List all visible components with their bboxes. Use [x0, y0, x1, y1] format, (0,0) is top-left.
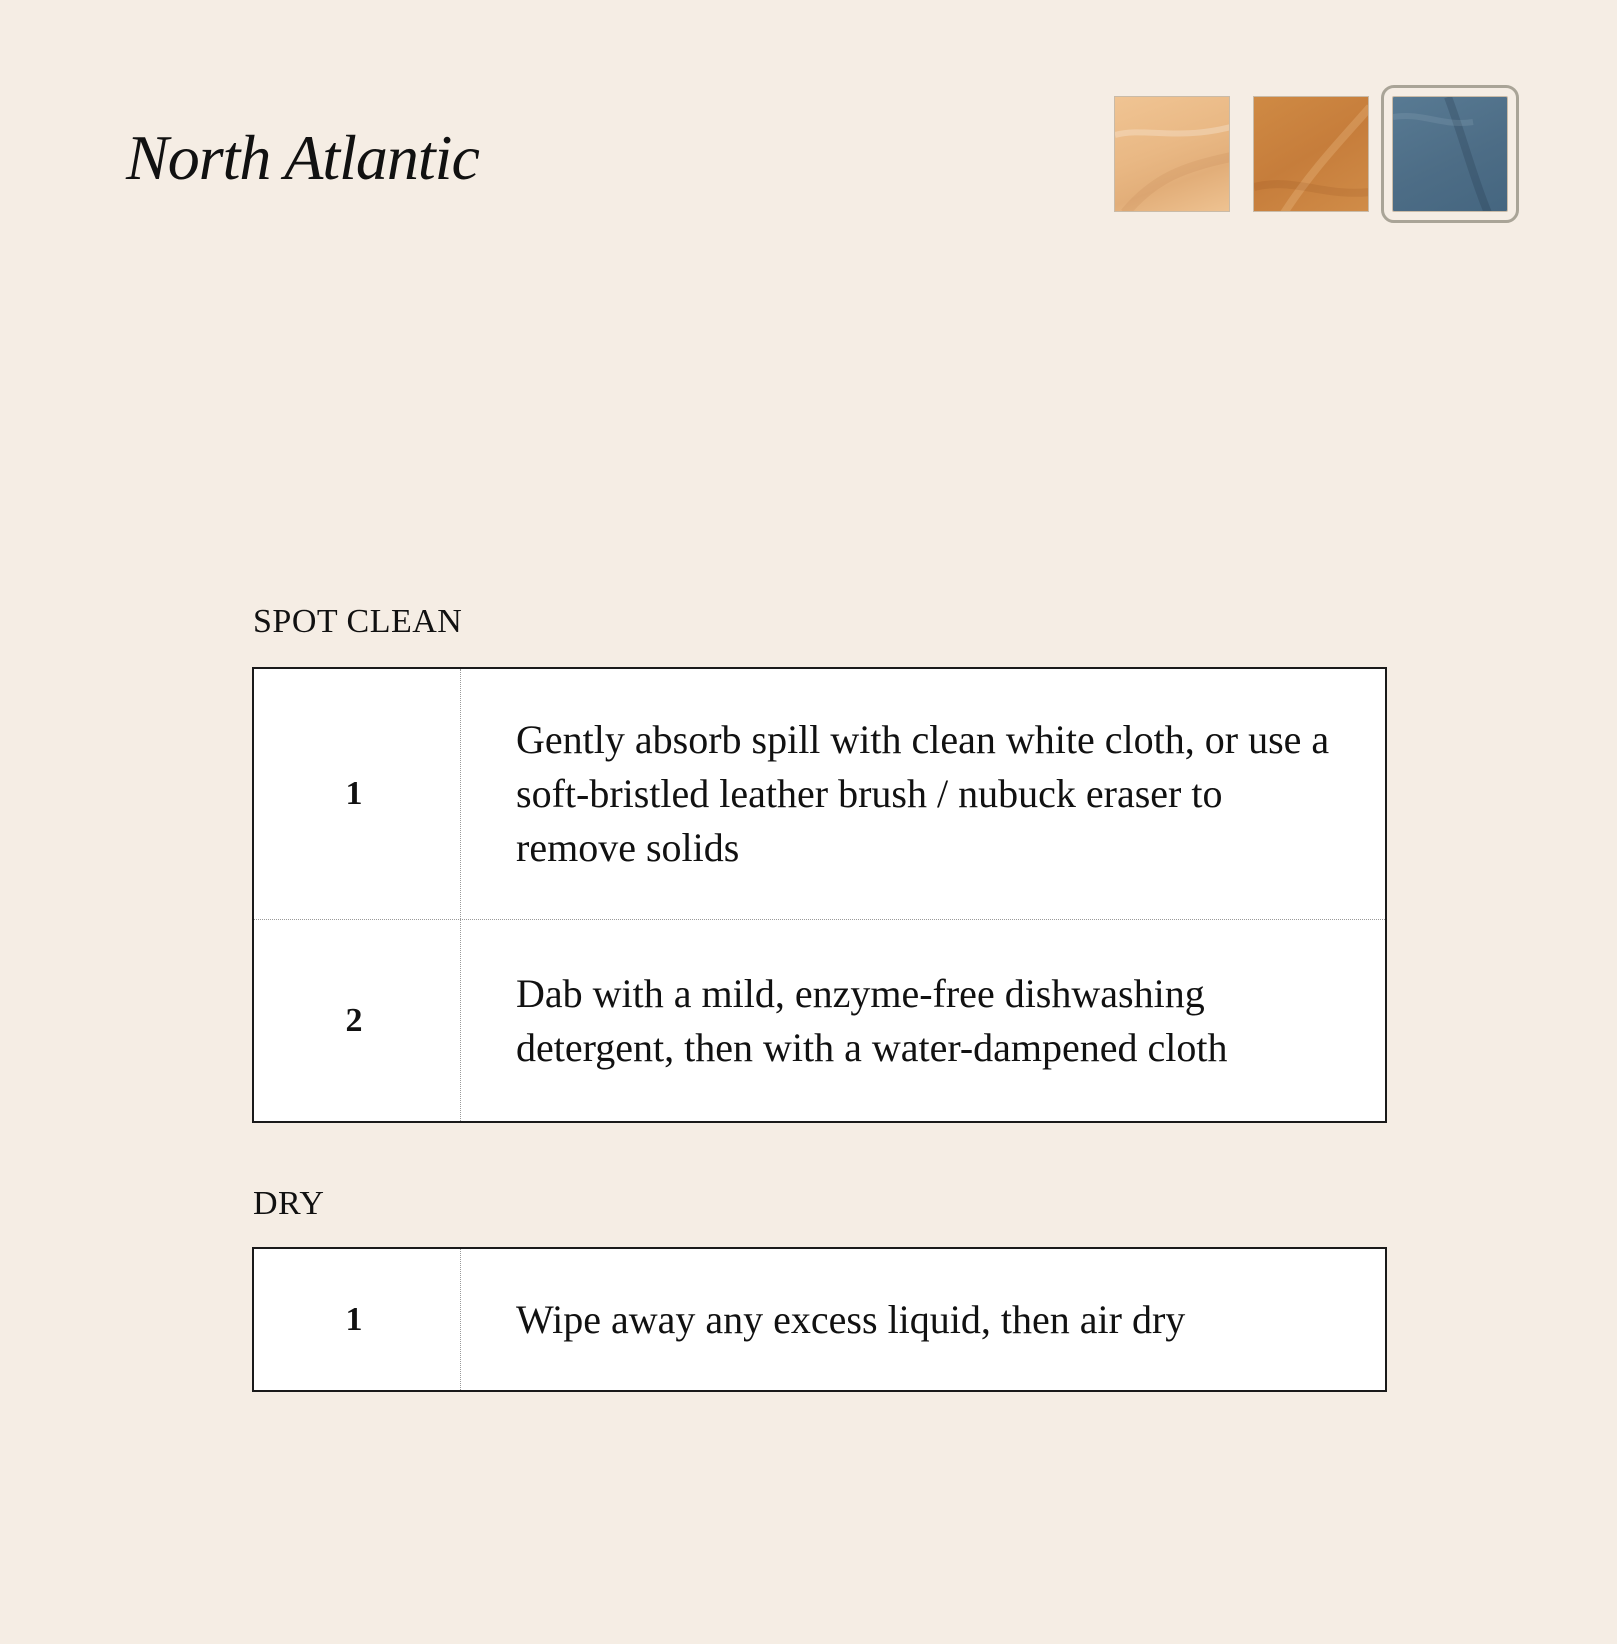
dry-steps-table [252, 1247, 1387, 1392]
table-row [254, 669, 1385, 919]
step-text: Wipe away any excess liquid, then air dry [516, 1296, 1186, 1342]
step-number: 1 [254, 1249, 461, 1390]
swatch-north-atlantic[interactable] [1392, 96, 1508, 212]
page-title: North Atlantic [126, 122, 479, 193]
swatch-sand[interactable] [1114, 96, 1230, 212]
table-row [254, 1249, 1385, 1390]
step-number: 1 [254, 669, 461, 919]
step-text: Dab with a mild, enzyme-free dishwashing detergent, then with a water-dampened cloth [516, 970, 1228, 1070]
table-row [254, 919, 1385, 1121]
color-swatch-group [1114, 94, 1514, 224]
step-text: Gently absorb spill with clean white cloth, or use a soft-bristled leather brush / nubuck eraser to remove solids [516, 717, 1330, 870]
section-title-spot-clean: SPOT CLEAN [253, 603, 463, 640]
spot-clean-steps-table [252, 667, 1387, 1123]
step-number: 2 [254, 920, 461, 1121]
swatch-cognac[interactable] [1253, 96, 1369, 212]
section-title-dry: DRY [253, 1185, 325, 1222]
